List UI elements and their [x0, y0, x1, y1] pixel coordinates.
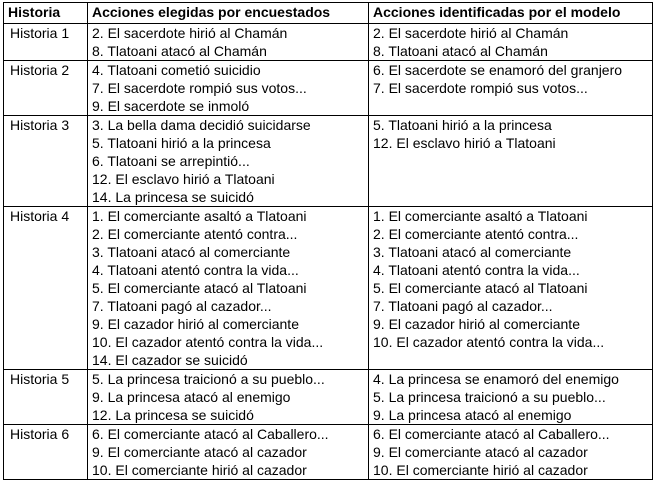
model-action-item: 2. El sacerdote hirió al Chamán [373, 25, 569, 41]
model-actions-cell [369, 425, 653, 480]
story-cell: Historia 5 [4, 370, 88, 425]
surveyed-action-item: 7. El sacerdote rompió sus votos... [92, 80, 307, 96]
model-actions-cell [369, 370, 653, 425]
surveyed-action-item: 2. El comerciante atentó contra... [92, 226, 298, 242]
table-row [4, 61, 653, 116]
model-action-item: 8. Tlatoani atacó al Chamán [373, 43, 548, 59]
model-actions-cell [369, 207, 653, 370]
model-action-item: 9. El cazador hirió al comerciante [373, 316, 580, 332]
model-action-item: 6. El comerciante atacó al Caballero... [373, 426, 610, 442]
surveyed-action-item: 5. La princesa traicionó a su pueblo... [92, 371, 325, 387]
model-action-item: 10. El comerciante hirió al cazador [373, 462, 588, 478]
surveyed-action-item: 9. El cazador hirió al comerciante [92, 316, 299, 332]
actions-table [3, 2, 653, 480]
surveyed-actions-cell [88, 61, 369, 116]
surveyed-action-item: 14. El cazador se suicidó [92, 352, 248, 368]
surveyed-action-item: 9. La princesa atacó al enemigo [92, 389, 291, 405]
surveyed-action-item: 4. Tlatoani atentó contra la vida... [92, 262, 299, 278]
table-body [4, 24, 653, 480]
surveyed-action-item: 12. El esclavo hirió a Tlatoani [92, 171, 275, 187]
model-action-item: 9. La princesa atacó al enemigo [373, 407, 572, 423]
surveyed-action-item: 7. Tlatoani pagó al cazador... [92, 298, 272, 314]
surveyed-actions-cell [88, 370, 369, 425]
model-action-item: 7. El sacerdote rompió sus votos... [373, 80, 588, 96]
table-row [4, 24, 653, 61]
surveyed-action-item: 3. Tlatoani atacó al comerciante [92, 244, 291, 260]
model-action-item: 10. El cazador atentó contra la vida... [373, 334, 605, 350]
model-action-item: 5. Tlatoani hirió a la princesa [373, 117, 552, 133]
surveyed-action-item: 4. Tlatoani cometió suicidio [92, 62, 261, 78]
surveyed-action-item: 9. El comerciante atacó al cazador [92, 444, 307, 460]
model-action-item: 6. El sacerdote se enamoró del granjero [373, 62, 623, 78]
surveyed-action-item: 8. Tlatoani atacó al Chamán [92, 43, 267, 59]
model-action-item: 4. Tlatoani atentó contra la vida... [373, 262, 580, 278]
surveyed-actions-cell [88, 425, 369, 480]
model-actions-cell [369, 116, 653, 207]
surveyed-actions-cell [88, 116, 369, 207]
surveyed-action-item: 10. El comerciante hirió al cazador [92, 462, 307, 478]
header-story: Historia [4, 3, 88, 24]
table-row [4, 370, 653, 425]
surveyed-actions-cell [88, 24, 369, 61]
surveyed-action-item: 5. El comerciante atacó al Tlatoani [92, 280, 307, 296]
model-action-item: 5. El comerciante atacó al Tlatoani [373, 280, 588, 296]
model-action-item: 1. El comerciante asaltó a Tlatoani [373, 208, 588, 224]
table-row [4, 116, 653, 207]
model-actions-cell [369, 24, 653, 61]
model-action-item: 4. La princesa se enamoró del enemigo [373, 371, 619, 387]
surveyed-action-item: 3. La bella dama decidió suicidarse [92, 117, 311, 133]
story-cell: Historia 6 [4, 425, 88, 480]
surveyed-actions-cell [88, 207, 369, 370]
table-row [4, 207, 653, 370]
table-row [4, 425, 653, 480]
surveyed-action-item: 12. La princesa se suicidó [92, 407, 254, 423]
surveyed-action-item: 9. El sacerdote se inmoló [92, 98, 250, 114]
story-cell: Historia 3 [4, 116, 88, 207]
model-action-item: 5. La princesa traicionó a su pueblo... [373, 389, 606, 405]
surveyed-action-item: 5. Tlatoani hirió a la princesa [92, 135, 271, 151]
header-surveyed-actions: Acciones elegidas por encuestados [88, 3, 369, 24]
surveyed-action-item: 14. La princesa se suicidó [92, 189, 254, 205]
surveyed-action-item: 2. El sacerdote hirió al Chamán [92, 25, 288, 41]
surveyed-action-item: 6. Tlatoani se arrepintió... [92, 153, 250, 169]
model-action-item: 9. El comerciante atacó al cazador [373, 444, 588, 460]
surveyed-action-item: 1. El comerciante asaltó a Tlatoani [92, 208, 307, 224]
surveyed-action-item: 10. El cazador atentó contra la vida... [92, 334, 324, 350]
story-cell: Historia 2 [4, 61, 88, 116]
model-actions-cell [369, 61, 653, 116]
story-cell: Historia 1 [4, 24, 88, 61]
model-action-item: 12. El esclavo hirió a Tlatoani [373, 135, 556, 151]
model-action-item: 7. Tlatoani pagó al cazador... [373, 298, 553, 314]
header-model-actions: Acciones identificadas por el modelo [369, 3, 653, 24]
header-row [4, 3, 653, 24]
story-cell: Historia 4 [4, 207, 88, 370]
model-action-item: 2. El comerciante atentó contra... [373, 226, 579, 242]
model-action-item: 3. Tlatoani atacó al comerciante [373, 244, 572, 260]
surveyed-action-item: 6. El comerciante atacó al Caballero... [92, 426, 329, 442]
